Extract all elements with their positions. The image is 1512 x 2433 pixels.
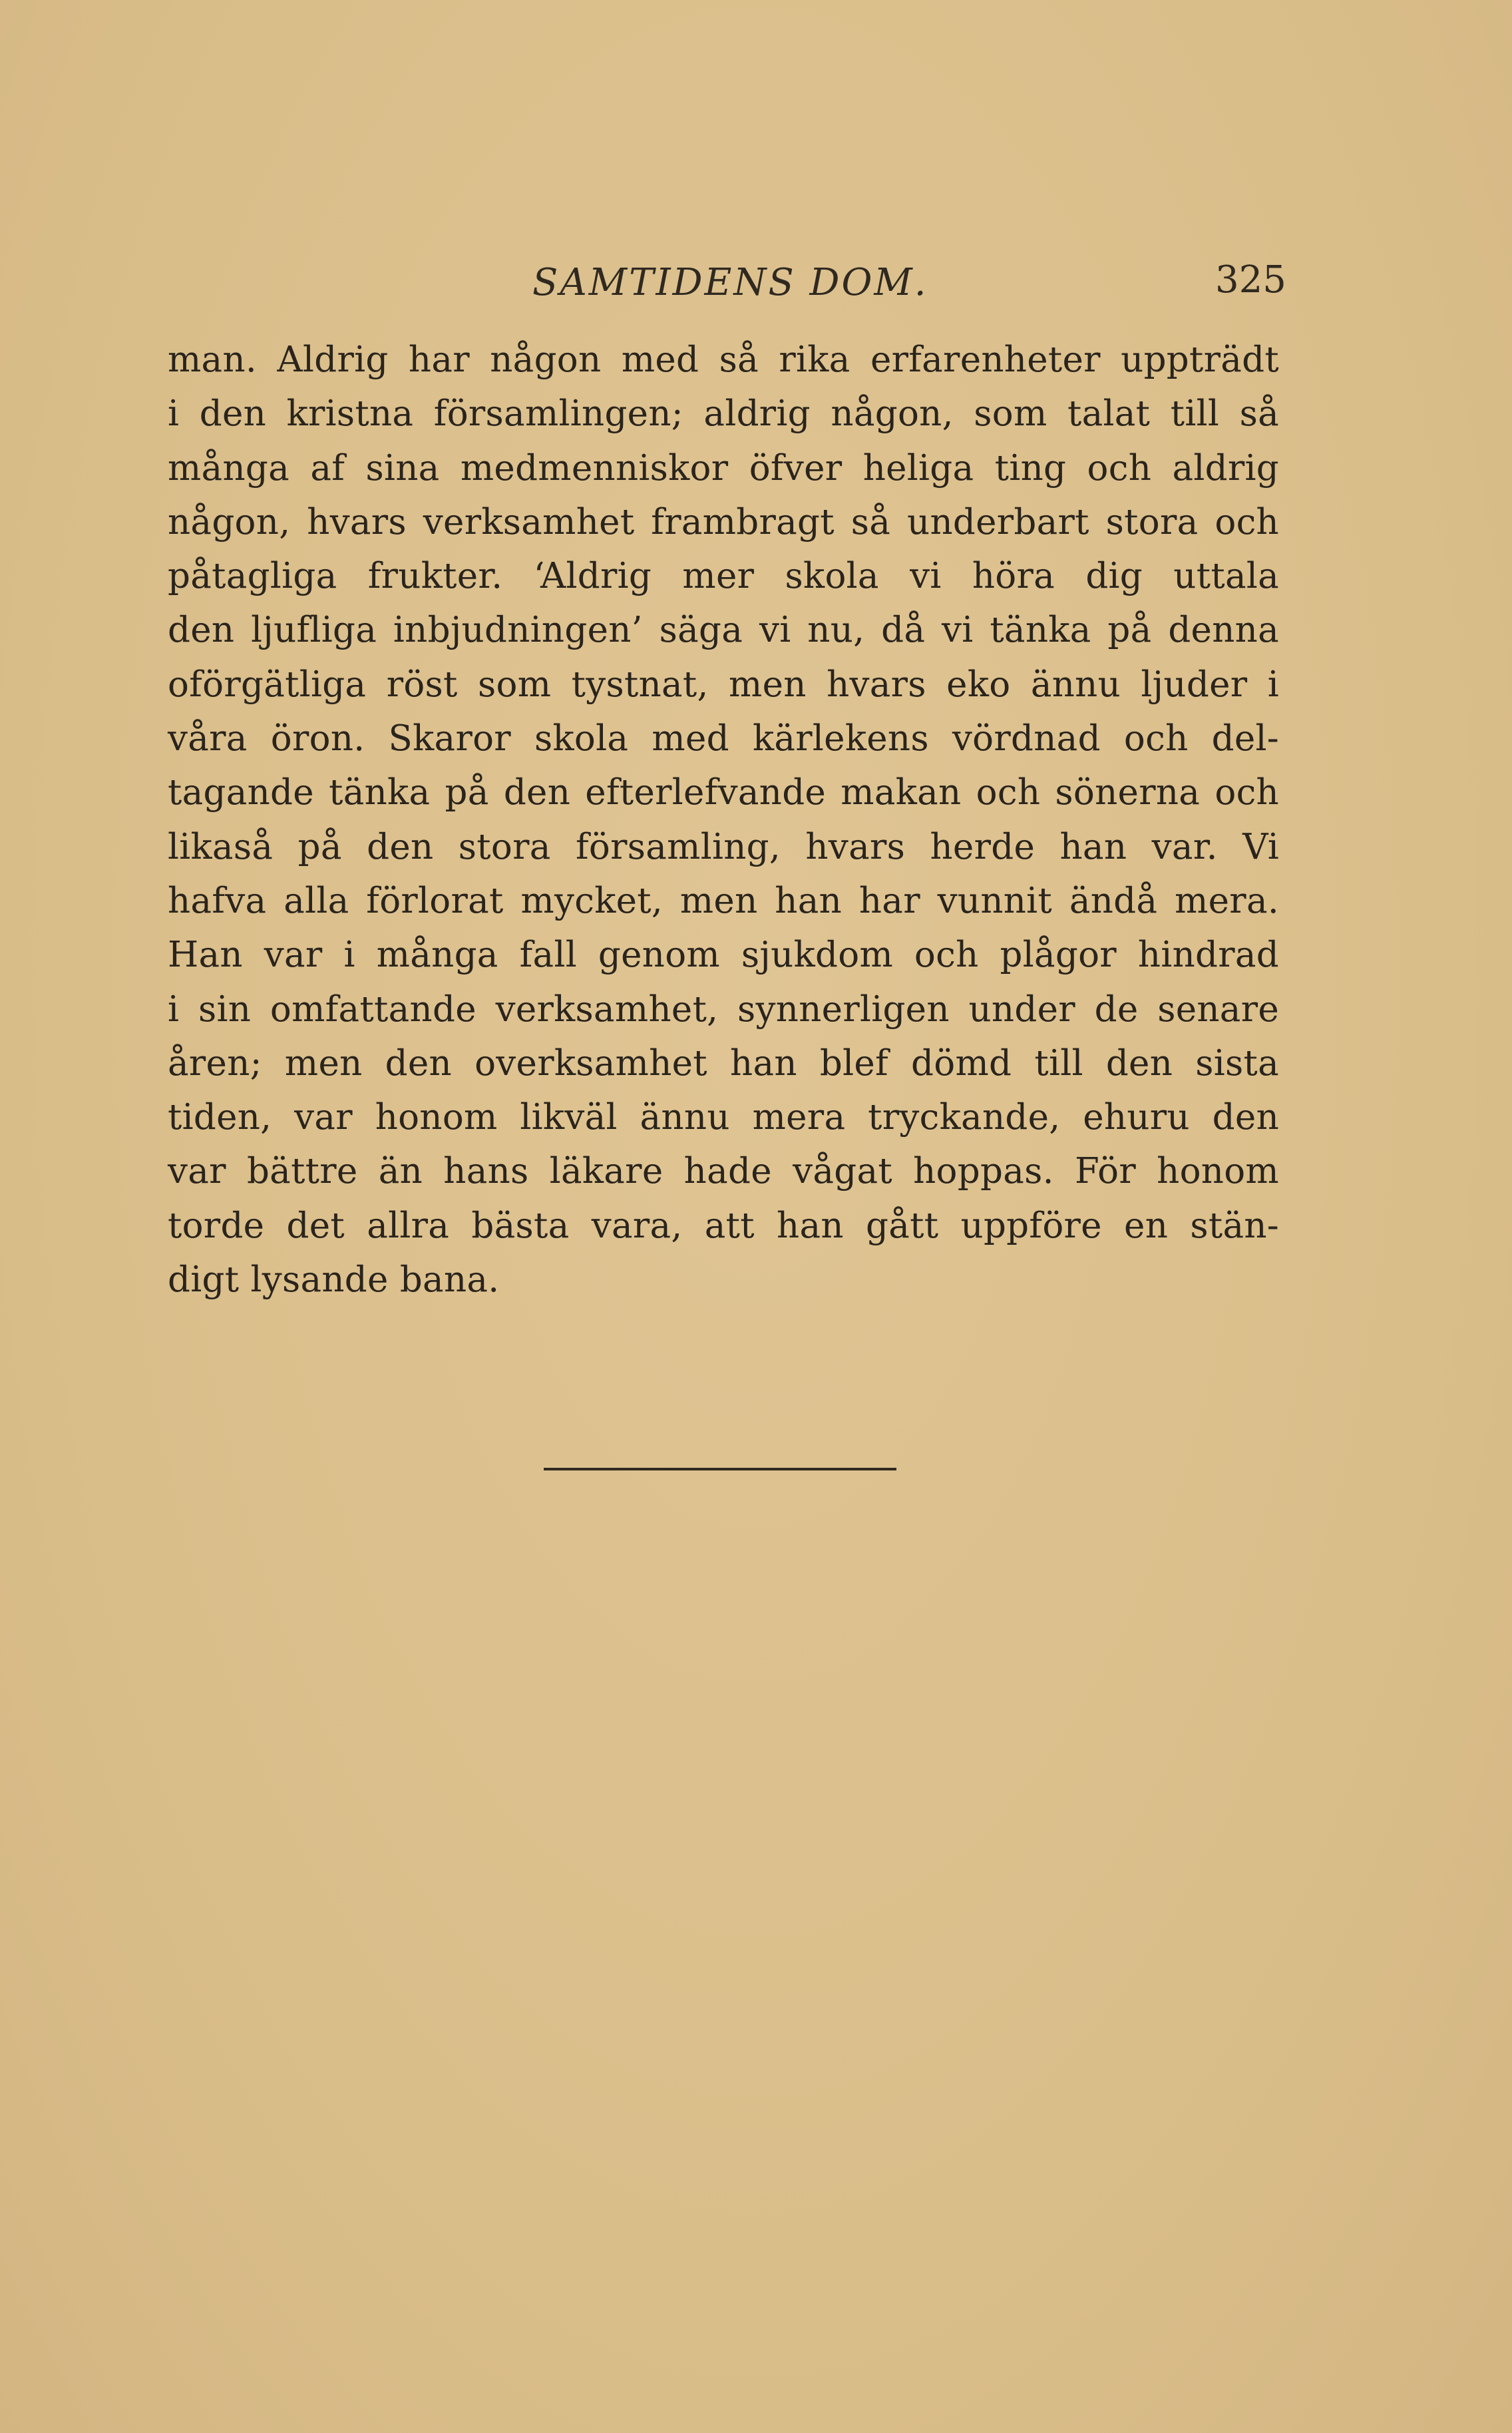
text-line: tiden, var honom likväl ännu mera tryckande, ehuru den: [168, 1097, 1279, 1138]
text-line: våra öron. Skaror skola med kärlekens vördnad och del-: [168, 718, 1279, 760]
text-line: i den kristna församlingen; aldrig någon, som talat till så: [168, 393, 1279, 435]
text-line: tagande tänka på den efterlefvande makan och sönerna och: [168, 772, 1279, 813]
text-line: oförgätliga röst som tystnat, men hvars eko ännu ljuder i: [168, 664, 1279, 705]
text-line: man. Aldrig har någon med så rika erfarenheter uppträdt: [168, 339, 1279, 380]
text-line: den ljufliga inbjudningen’ säga vi nu, då vi tänka på denna: [168, 610, 1279, 651]
text-line: var bättre än hans läkare hade vågat hoppas. För honom: [168, 1151, 1279, 1192]
running-head: [0, 258, 1512, 305]
page-number: 325: [1215, 258, 1286, 302]
text-line: åren; men den overksamhet han blef dömd till den sista: [168, 1042, 1279, 1084]
text-line: i sin omfattande verksamhet, synnerligen under de senare: [168, 989, 1279, 1030]
running-title: SAMTIDENS DOM.: [532, 261, 928, 304]
text-line: många af sina medmenniskor öfver heliga ting och aldrig: [168, 447, 1279, 489]
text-line: Han var i många fall genom sjukdom och plågor hindrad: [168, 935, 1279, 976]
text-line: påtagliga frukter. ‘Aldrig mer skola vi höra dig uttala: [168, 556, 1279, 597]
text-line: någon, hvars verksamhet frambragt så underbart stora och: [168, 501, 1279, 543]
text-line: hafva alla förlorat mycket, men han har vunnit ändå mera.: [168, 880, 1279, 921]
text-line: torde det allra bästa vara, att han gått uppföre en stän-: [168, 1205, 1279, 1246]
section-end-rule: [544, 1468, 896, 1470]
text-line: likaså på den stora församling, hvars herde han var. Vi: [168, 826, 1279, 867]
body-text: [168, 333, 1279, 1307]
text-line: digt lysande bana.: [168, 1259, 500, 1301]
